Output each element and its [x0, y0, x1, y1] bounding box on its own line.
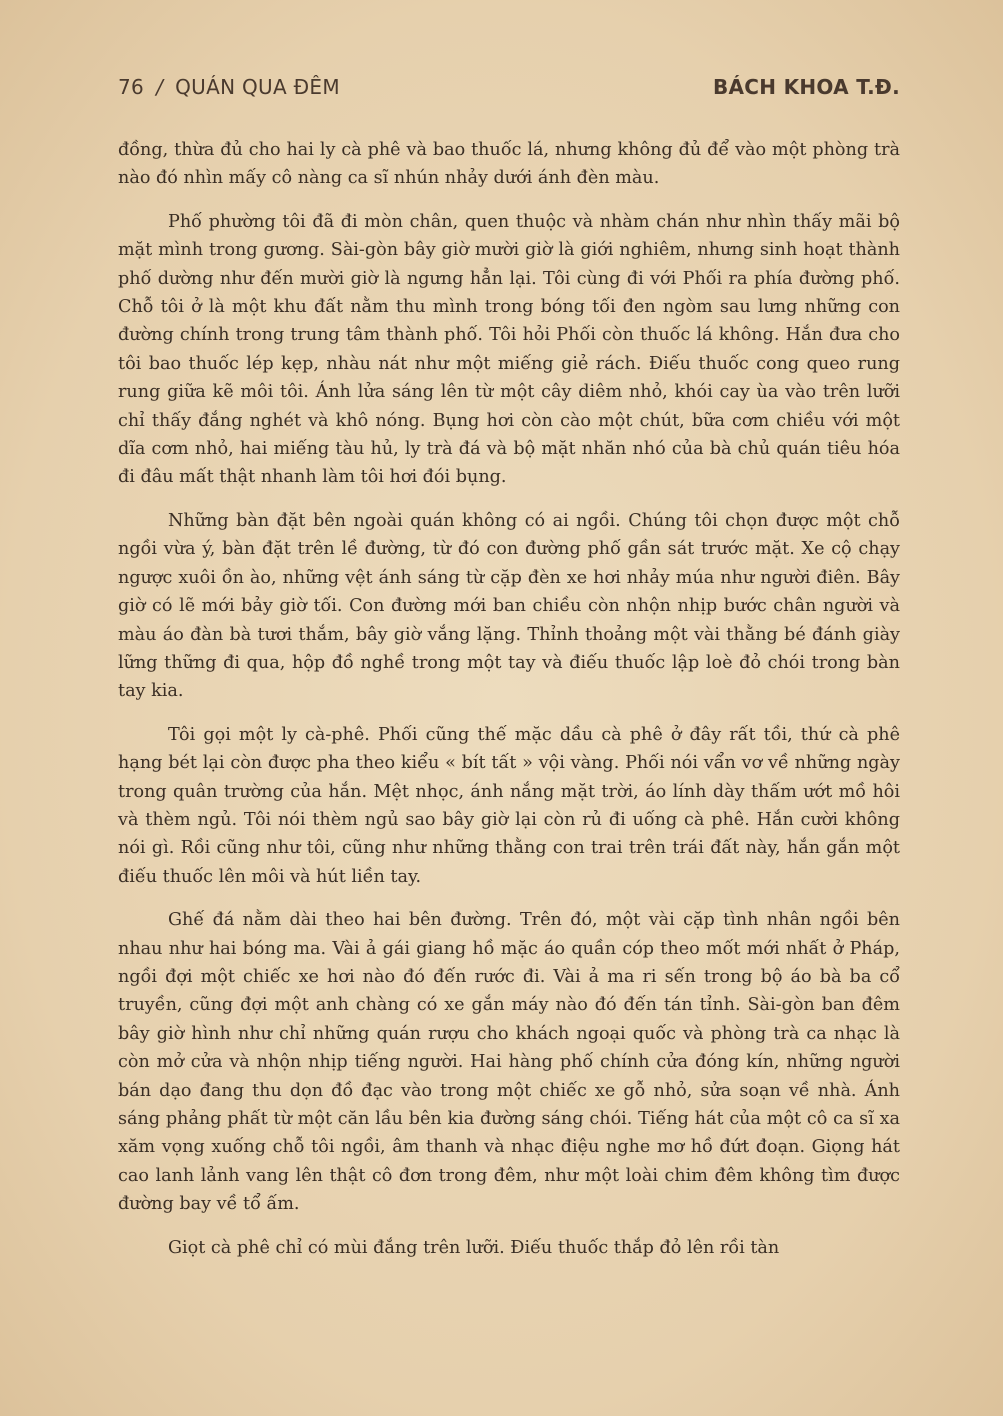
publication-name: BÁCH KHOA T.Đ.: [712, 75, 900, 99]
paragraph: Tôi gọi một ly cà-phê. Phối cũng thế mặc dầu cà phê ở đây rất tồi, thứ cà phê hạng bét lại còn được pha theo kiểu « bít tất » vội vàng. Phối nói vẩn vơ về những ngày trong quân trường của hắn. Mệt nhọc, ánh nắng mặt trời, áo lính dày thấm ướt mồ hôi và thèm ngủ. Tôi nói thèm ngủ sao bây giờ lại còn rủ đi uống cà phê. Hắn cười không nói gì. Rồi cũng như tôi, cũng như những thằng con trai trên trái đất này, hắn gắn một điếu thuốc lên môi và hút liền tay.: [118, 724, 900, 887]
paragraph: Giọt cà phê chỉ có mùi đắng trên lưỡi. Điếu thuốc thắp đỏ lên rồi tàn: [168, 1237, 780, 1258]
paragraph: Phố phường tôi đã đi mòn chân, quen thuộc và nhàm chán như nhìn thấy mãi bộ mặt mình trong gương. Sài-gòn bây giờ mười giờ là giới nghiêm, nhưng sinh hoạt thành phố dường như đến mười giờ là ngưng hẳn lại. Tôi cùng đi với Phối ra phía đường phố. Chỗ tôi ở là một khu đất nằm thu mình trong bóng tối đen ngòm sau lưng những con đường chính trong trung tâm thành phố. Tôi hỏi Phối còn thuốc lá không. Hắn đưa cho tôi bao thuốc lép kẹp, nhàu nát như một miếng giẻ rách. Điếu thuốc cong queo rung rung giữa kẽ môi tôi. Ánh lửa sáng lên từ một cây diêm nhỏ, khói cay ùa vào trên lưỡi chỉ thấy đắng nghét và khô nóng. Bụng hơi còn cào một chút, bữa cơm chiều với một dĩa cơm nhỏ, hai miếng tàu hủ, ly trà đá và bộ mặt nhăn nhó của bà chủ quán tiêu hóa đi đâu mất thật nhanh làm tôi hơi đói bụng.: [118, 211, 900, 488]
section-title: QUÁN QUA ĐÊM: [175, 75, 340, 99]
header-left: [118, 75, 340, 99]
page-number: 76: [118, 75, 145, 99]
paragraph: Những bàn đặt bên ngoài quán không có ai ngồi. Chúng tôi chọn được một chỗ ngồi vừa ý, bàn đặt trên lề đường, từ đó con đường phố gần sát trước mặt. Xe cộ chạy ngược xuôi ồn ào, những vệt ánh sáng từ cặp đèn xe hơi nhảy múa như người điên. Bây giờ có lẽ mới bảy giờ tối. Con đường mới ban chiều còn nhộn nhịp bước chân người và màu áo đàn bà tươi thắm, bây giờ vắng lặng. Thỉnh thoảng một vài thằng bé đánh giày lững thững đi qua, hộp đồ nghề trong một tay và điếu thuốc lập loè đỏ chói trong bàn tay kia.: [118, 510, 900, 702]
paragraph: đồng, thừa đủ cho hai ly cà phê và bao thuốc lá, nhưng không đủ để vào một phòng trà nào đó nhìn mấy cô nàng ca sĩ nhún nhảy dưới ánh đèn màu.: [118, 140, 900, 189]
header-separator: /: [156, 75, 164, 99]
paragraph: Ghế đá nằm dài theo hai bên đường. Trên đó, một vài cặp tình nhân ngồi bên nhau như hai bóng ma. Vài ả gái giang hồ mặc áo quần cóp theo mốt mới nhất ở Pháp, ngồi đợi một chiếc xe hơi nào đó đến rước đi. Vài ả ma ri sến trong bộ áo bà ba cổ truyền, cũng đợi một anh chàng có xe gắn máy nào đó đến tán tỉnh. Sài-gòn ban đêm bây giờ hình như chỉ những quán rượu cho khách ngoại quốc và phòng trà ca nhạc là còn mở cửa và nhộn nhịp tiếng người. Hai hàng phố chính cửa đóng kín, những người bán dạo đang thu dọn đồ đạc vào trong một chiếc xe gỗ nhỏ, sửa soạn về nhà. Ánh sáng phảng phất từ một căn lầu bên kia đường sáng chói. Tiếng hát của một cô ca sĩ xa xăm vọng xuống chỗ tôi ngồi, âm thanh và nhạc điệu nghe mơ hồ đứt đoạn. Giọng hát cao lanh lảnh vang lên thật cô đơn trong đêm, như một loài chim đêm không tìm được đường bay về tổ ấm.: [118, 910, 900, 1215]
page-header: [118, 75, 900, 105]
body-text: [118, 136, 900, 1277]
